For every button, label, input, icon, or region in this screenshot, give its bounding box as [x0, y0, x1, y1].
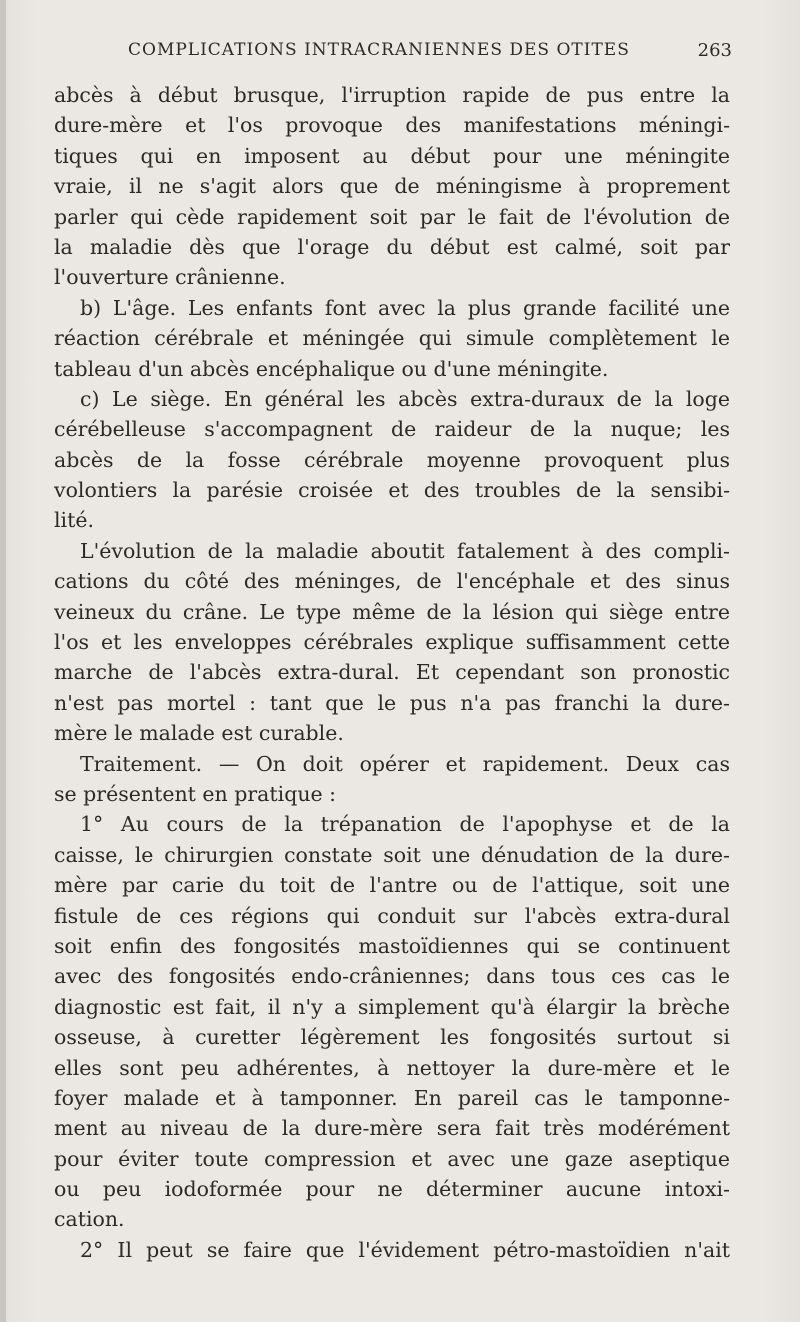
text-line: vraie, il ne s'agit alors que de méningisme à proprement: [54, 174, 730, 199]
text-line: se présentent en pratique :: [54, 781, 337, 806]
text-line: l'os et les enveloppes cérébrales explique suffisamment cette: [54, 630, 730, 655]
text-line: L'évolution de la maladie aboutit fatalement à des compli-: [80, 538, 730, 563]
text-line: l'ouverture crânienne.: [54, 265, 286, 290]
text-line: parler qui cède rapidement soit par le fait de l'évolution de: [54, 204, 730, 229]
text-line: caisse, le chirurgien constate soit une dénudation de la dure-: [54, 842, 730, 867]
text-line: foyer malade et à tamponner. En pareil cas le tamponne-: [54, 1085, 730, 1110]
text-line: fistule de ces régions qui conduit sur l'abcès extra-dural: [54, 903, 730, 928]
body-text: [54, 80, 730, 1265]
text-line: dure-mère et l'os provoque des manifestations méningi-: [54, 113, 730, 138]
text-line: abcès à début brusque, l'irruption rapide de pus entre la: [54, 83, 730, 107]
text-line: abcès de la fosse cérébrale moyenne provoquent plus: [54, 447, 730, 472]
text-line: tableau d'un abcès encéphalique ou d'une méningite.: [54, 356, 609, 381]
text-line: diagnostic est fait, il n'y a simplement qu'à élargir la brèche: [54, 994, 730, 1019]
page-number: 263: [697, 40, 732, 61]
text-line: osseuse, à curetter légèrement les fongosités surtout si: [54, 1025, 730, 1050]
text-line: soit enfin des fongosités mastoïdiennes qui se continuent: [54, 933, 730, 958]
text-line: mère le malade est curable.: [54, 721, 344, 746]
page-binding-edge: [0, 0, 6, 1322]
text-line: n'est pas mortel : tant que le pus n'a pas franchi la dure-: [54, 690, 730, 715]
text-line: marche de l'abcès extra-dural. Et cependant son pronostic: [54, 660, 730, 685]
text-line: la maladie dès que l'orage du début est calmé, soit par: [54, 234, 730, 259]
text-line: 2° Il peut se faire que l'évidement pétro-mastoïdien n'ait: [80, 1237, 730, 1262]
running-title: COMPLICATIONS INTRACRANIENNES DES OTITES: [128, 40, 630, 60]
text-line: cations du côté des méninges, de l'encéphale et des sinus: [54, 569, 730, 594]
text-line: mère par carie du toit de l'antre ou de l'attique, soit une: [54, 873, 730, 898]
text-line: elles sont peu adhérentes, à nettoyer la dure-mère et le: [54, 1055, 730, 1080]
text-line: c) Le siège. En général les abcès extra-duraux de la loge: [80, 386, 730, 411]
text-line: b) L'âge. Les enfants font avec la plus grande facilité une: [80, 295, 730, 320]
text-line: 1° Au cours de la trépanation de l'apophyse et de la: [80, 812, 730, 837]
text-line: ment au niveau de la dure-mère sera fait très modérément: [54, 1116, 730, 1141]
text-line: lité.: [54, 508, 94, 533]
text-line: Traitement. — On doit opérer et rapidement. Deux cas: [80, 751, 730, 776]
text-line: réaction cérébrale et méningée qui simule complètement le: [54, 326, 730, 351]
text-line: cation.: [54, 1207, 125, 1232]
text-line: cérébelleuse s'accompagnent de raideur de la nuque; les: [54, 417, 730, 442]
text-line: veineux du crâne. Le type même de la lésion qui siège entre: [54, 599, 730, 624]
text-line: pour éviter toute compression et avec une gaze aseptique: [54, 1146, 730, 1171]
text-line: volontiers la parésie croisée et des troubles de la sensibi-: [54, 478, 730, 503]
text-line: avec des fongosités endo-crâniennes; dans tous ces cas le: [54, 964, 730, 989]
text-line: tiques qui en imposent au début pour une méningite: [54, 143, 730, 168]
text-line: ou peu iodoformée pour ne déterminer aucune intoxi-: [54, 1177, 730, 1202]
page-header: [128, 40, 732, 66]
